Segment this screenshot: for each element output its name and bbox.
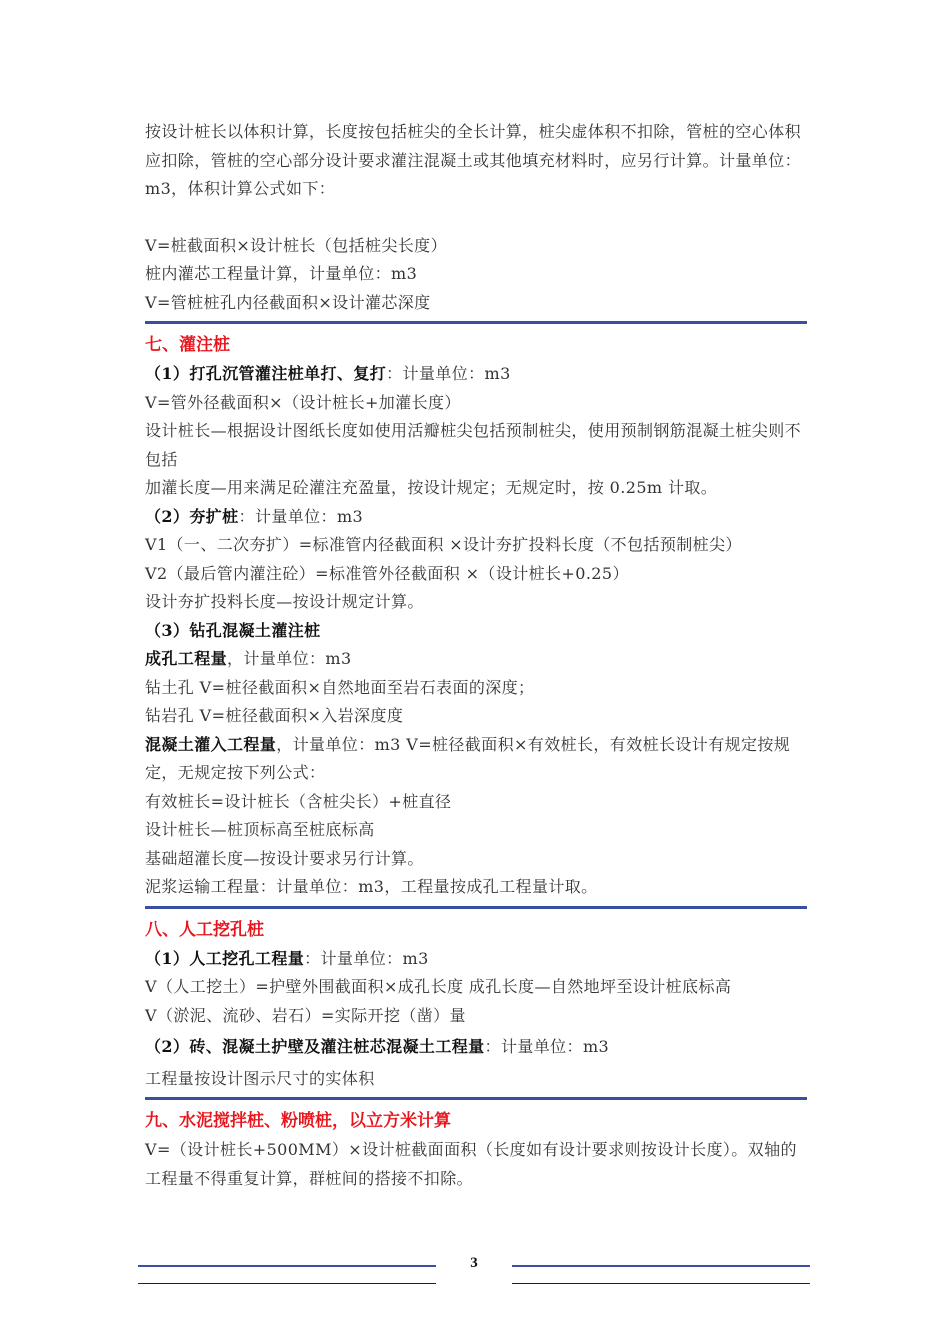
- formula-line: V=管外径截面积×（设计桩长+加灌长度）: [145, 392, 461, 412]
- section-divider: [145, 906, 807, 909]
- section-heading: 九、水泥搅拌桩、粉喷桩，以立方米计算: [145, 1111, 451, 1131]
- item-unit: ，计量单位：m3 V=桩径截面积×有效桩长，有效桩长设计有规定按规定，无规定按下列公式：: [145, 734, 791, 782]
- formula-line: V2（最后管内灌注砼）=标准管外径截面积 ×（设计桩长+0.25）: [145, 563, 629, 583]
- section-divider: [145, 321, 807, 324]
- formula-line: 钻土孔 V=桩径截面积×自然地面至岩石表面的深度；: [145, 677, 535, 697]
- formula-line: V=管桩桩孔内径截面积×设计灌芯深度: [145, 292, 431, 312]
- paragraph: 设计桩长—桩顶标高至桩底标高: [145, 820, 375, 839]
- item-line: [145, 617, 807, 646]
- item-unit: ：计量单位：m3: [386, 364, 511, 383]
- footer-underline-left: [138, 1283, 436, 1284]
- page-number: 3: [470, 1255, 478, 1271]
- page-footer: [138, 1252, 810, 1292]
- item-label: 混凝土灌入工程量: [145, 734, 277, 754]
- formula-line: 钻岩孔 V=桩径截面积×入岩深度度: [145, 706, 404, 725]
- paragraph: 设计夯扩投料长度—按设计规定计算。: [145, 592, 424, 611]
- spacer: [145, 204, 807, 232]
- item-unit: ：计量单位：m3: [484, 1037, 610, 1056]
- item-label: （1）人工挖孔工程量: [145, 948, 305, 968]
- item-line: [145, 731, 807, 788]
- item-line: [145, 503, 807, 532]
- paragraph: 基础超灌长度—按设计要求另行计算。: [145, 848, 424, 868]
- item-label: 成孔工程量: [145, 649, 228, 668]
- paragraph: 工程量按设计图示尺寸的实体积: [145, 1068, 375, 1088]
- item-line: [145, 1033, 807, 1062]
- item-line: [145, 360, 807, 389]
- footer-line-left: [138, 1265, 436, 1267]
- paragraph: V=（设计桩长+500MM）×设计桩截面面积（长度如有设计要求则按设计长度）。双轴的工程量不得重复计算，群桩间的搭接不扣除。: [145, 1140, 797, 1188]
- paragraph: 加灌长度—用来满足砼灌注充盈量，按设计规定；无规定时，按 0.25m 计取。: [145, 478, 718, 497]
- document-body: [145, 118, 807, 1193]
- paragraph: 按设计桩长以体积计算，长度按包括桩尖的全长计算，桩尖虚体积不扣除，管桩的空心体积应扣除，管桩的空心部分设计要求灌注混凝土或其他填充材料时，应另行计算。计量单位：m3，体积计算公式如下：: [145, 122, 802, 198]
- item-line: [145, 645, 807, 674]
- formula-line: 有效桩长=设计桩长（含桩尖长）+桩直径: [145, 791, 452, 811]
- item-label: （2）砖、混凝土护壁及灌注桩芯混凝土工程量: [145, 1037, 485, 1056]
- section-divider: [145, 1097, 807, 1100]
- paragraph: 设计桩长—根据设计图纸长度如使用活瓣桩尖包括预制桩尖，使用预制钢筋混凝土桩尖则不包括: [145, 421, 802, 469]
- section-heading: 七、灌注桩: [145, 335, 230, 355]
- footer-line-right: [512, 1265, 810, 1267]
- formula-line: V（人工挖土）=护壁外围截面积×成孔长度 成孔长度—自然地坪至设计桩底标高: [145, 977, 732, 996]
- formula-line: V1（一、二次夯扩）=标准管内径截面积 ×设计夯扩投料长度（不包括预制桩尖）: [145, 535, 742, 554]
- footer-underline-right: [512, 1283, 810, 1284]
- formula-line: V=桩截面积×设计桩长（包括桩尖长度）: [145, 235, 447, 255]
- item-unit: ：计量单位：m3: [304, 948, 429, 968]
- item-label: （3）钻孔混凝土灌注桩: [145, 620, 321, 640]
- paragraph: 桩内灌芯工程量计算，计量单位：m3: [145, 264, 418, 283]
- formula-line: V（淤泥、流砂、岩石）=实际开挖（凿）量: [145, 1005, 466, 1025]
- item-label: （1）打孔沉管灌注桩单打、复打: [145, 364, 387, 383]
- section-heading: 八、人工挖孔桩: [145, 919, 264, 940]
- item-label: （2）夯扩桩: [145, 506, 239, 526]
- paragraph: 泥浆运输工程量：计量单位：m3，工程量按成孔工程量计取。: [145, 877, 598, 896]
- item-unit: ，计量单位：m3: [227, 649, 352, 668]
- item-unit: ：计量单位：m3: [238, 506, 364, 526]
- item-line: [145, 945, 807, 974]
